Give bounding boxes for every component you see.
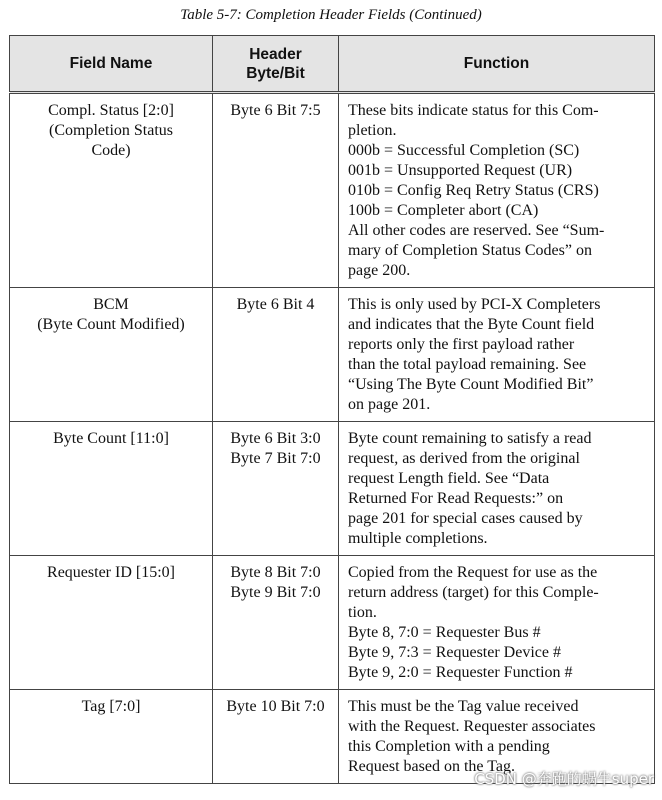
byte-bit-cell [213, 422, 339, 556]
function-line: return address (target) for this Comple- [348, 584, 599, 601]
function-cell [339, 422, 655, 556]
byte-bit-cell [213, 93, 339, 288]
byte-bit-line: Byte 6 Bit 7:5 [230, 102, 321, 119]
column-header-field-name: Field Name [10, 36, 213, 93]
byte-bit-cell [213, 690, 339, 784]
field-name-line: Requester ID [15:0] [47, 564, 175, 581]
function-line: request Length field. See “Data [348, 470, 550, 487]
column-header-byte-bit [213, 36, 339, 93]
byte-bit-line: Byte 8 Bit 7:0 [230, 564, 321, 581]
byte-bit-line: Byte 10 Bit 7:0 [226, 698, 325, 715]
function-line: mary of Completion Status Codes” on [348, 242, 592, 259]
watermark: CSDN @奔跑的蜗牛super [474, 770, 654, 788]
function-line: 001b = Unsupported Request (UR) [348, 162, 573, 179]
function-line: request, as derived from the original [348, 450, 580, 467]
table-row [10, 288, 655, 422]
function-line: Returned For Read Requests:” on [348, 490, 564, 507]
function-line: Byte 8, 7:0 = Requester Bus # [348, 624, 541, 641]
table-caption: Table 5-7: Completion Header Fields (Continued) [180, 7, 482, 23]
field-name-line: (Completion Status [49, 122, 173, 139]
function-cell [339, 556, 655, 690]
function-line: tion. [348, 604, 377, 621]
byte-bit-cell [213, 288, 339, 422]
function-line: Request based on the Tag. [348, 758, 515, 775]
function-line: This must be the Tag value received [348, 698, 579, 715]
function-line: 000b = Successful Completion (SC) [348, 142, 580, 159]
function-line: Byte 9, 2:0 = Requester Function # [348, 664, 573, 681]
function-line: This is only used by PCI-X Completers [348, 296, 601, 313]
function-cell [339, 93, 655, 288]
function-line: 010b = Config Req Retry Status (CRS) [348, 182, 599, 199]
field-name-line: Byte Count [11:0] [53, 430, 169, 447]
function-line: pletion. [348, 122, 397, 139]
table-row [10, 93, 655, 288]
completion-header-fields-table [9, 35, 655, 784]
function-line: Byte 9, 7:3 = Requester Device # [348, 644, 561, 661]
function-line: page 200. [348, 262, 411, 279]
column-header-function: Function [339, 36, 655, 93]
function-line: “Using The Byte Count Modified Bit” [348, 376, 594, 393]
function-line: All other codes are reserved. See “Sum- [348, 222, 605, 239]
table-row [10, 422, 655, 556]
field-name-line: BCM [93, 296, 129, 313]
column-header-byte-bit-line2: Byte/Bit [246, 64, 305, 82]
function-line: with the Request. Requester associates [348, 718, 596, 735]
table-row [10, 556, 655, 690]
byte-bit-cell [213, 556, 339, 690]
function-line: than the total payload remaining. See [348, 356, 587, 373]
byte-bit-line: Byte 7 Bit 7:0 [230, 450, 321, 467]
byte-bit-line: Byte 6 Bit 4 [236, 296, 315, 313]
function-line: These bits indicate status for this Com- [348, 102, 599, 119]
field-name-cell [10, 556, 213, 690]
field-name-cell [10, 288, 213, 422]
byte-bit-line: Byte 6 Bit 3:0 [230, 430, 321, 447]
field-name-cell [10, 690, 213, 784]
function-line: page 201 for special cases caused by [348, 510, 583, 527]
function-line: multiple completions. [348, 530, 488, 547]
table-header-row [10, 36, 655, 93]
byte-bit-line: Byte 9 Bit 7:0 [230, 584, 321, 601]
function-line: 100b = Completer abort (CA) [348, 202, 539, 219]
field-name-line: (Byte Count Modified) [37, 316, 185, 333]
function-cell [339, 288, 655, 422]
field-name-line: Tag [7:0] [81, 698, 141, 715]
field-name-line: Code) [91, 142, 131, 159]
field-name-cell [10, 422, 213, 556]
function-line: and indicates that the Byte Count field [348, 316, 595, 333]
function-line: reports only the first payload rather [348, 336, 575, 353]
function-line: on page 201. [348, 396, 431, 413]
function-line: Copied from the Request for use as the [348, 564, 598, 581]
field-name-cell [10, 93, 213, 288]
column-header-byte-bit-line1: Header [249, 45, 302, 63]
function-line: this Completion with a pending [348, 738, 550, 755]
field-name-line: Compl. Status [2:0] [48, 102, 174, 119]
function-line: Byte count remaining to satisfy a read [348, 430, 592, 447]
